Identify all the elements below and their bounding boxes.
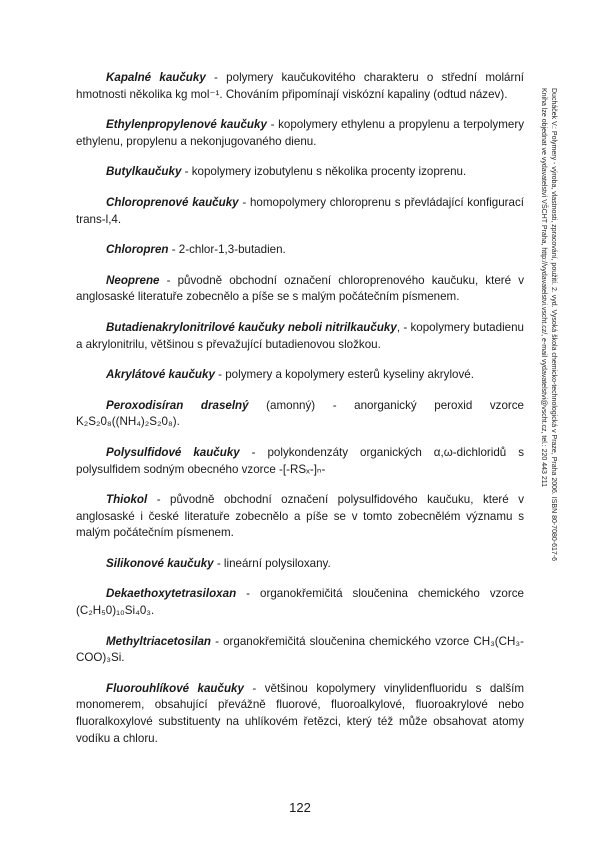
entry-text: - kopolymery ethylenu a propylenu a terpolymery ethylenu, propylenu a nekonjugovaného dienu. <box>76 118 524 148</box>
entry-polysulfidove-kaucuky <box>76 445 524 478</box>
entry-text: - organokřemičitá sloučenina chemického vzorce (C₂H₅0)₁₀Si₄0₃. <box>76 587 524 618</box>
entry-term: Ethylenpropylenové kaučuky <box>106 118 267 132</box>
entry-text: - homopolymery chloroprenu s převládající konfigurací trans-l,4. <box>76 195 525 226</box>
entry-text: - původně obchodní označení chloroprenového kaučuku, které v anglosaské literatuře zobecnělo a píše se s malým počátečním písmenem. <box>76 273 524 304</box>
entry-chloroprenove-kaucuky <box>76 195 524 228</box>
entry-term: Silikonové kaučuky <box>106 556 214 570</box>
entry-text: - původně obchodní označení polysulfidového kaučuku, které v anglosaské i české literatuře zobecnělo a píše se v tomto zobecnělém významu s malým počátečním písmenem. <box>76 493 524 540</box>
page-number: 122 <box>289 800 311 815</box>
entry-neoprene <box>76 273 524 306</box>
entry-akrylatove-kaucuky <box>76 367 524 384</box>
entry-text: , - kopolymery butadienu a akrylonitrilu, většinou s převažující butadienovou složkou. <box>76 320 524 351</box>
entry-text: - 2-chlor-1,3-butadien. <box>168 243 286 257</box>
entry-term: Methyltriacetosilan <box>106 634 212 648</box>
entry-text: - organokřemičitá sloučenina chemického vzorce CH₃(CH₃-COO)₃Si. <box>76 634 524 665</box>
entry-term: Dekaethoxytetrasiloxan <box>106 587 237 601</box>
entry-peroxodisiran-draselny <box>76 398 524 431</box>
entry-term: Butylkaučuky <box>106 165 182 179</box>
entry-term: Chloropren <box>106 243 169 257</box>
entry-term: Polysulfidové kaučuky <box>106 445 240 459</box>
entry-text: - kopolymery izobutylenu s několika procenty izoprenu. <box>181 165 467 179</box>
entry-term: Akrylátové kaučuky <box>106 368 215 382</box>
entry-methyltriacetosilan <box>76 634 524 667</box>
side-citation-note <box>539 88 558 588</box>
entry-text: - většinou kopolymery vinylidenfluoridu s dalším monomerem, obsahující převážně fluorové, fluoroalkylové, fluoroakrylové nebo fluoralkoxylové substituenty na uhlíkovém řetězci, který též může obsahovat atomy vodíku a chloru. <box>76 681 525 745</box>
citation-line: Ducháček V.: Polymery - výroba, vlastnosti, zpracování, použití. 2. vyd. Vysoká škola chemicko-technologická v Praze, Praha 2006. ISBN 80-7080-617-6 <box>550 88 557 561</box>
entry-dekaethoxytetrasiloxan <box>76 586 524 619</box>
entry-fluorouhlikove-kaucuky <box>76 681 524 747</box>
entry-kapalne-kaucuky <box>76 70 524 103</box>
entry-term: Butadienakrylonitrilové kaučuky neboli nitrilkaučuky <box>106 320 397 334</box>
entry-nitrilkaucuky <box>76 320 524 353</box>
entry-term: Kapalné kaučuky <box>106 71 206 84</box>
entry-text: - polymery a kopolymery esterů kyseliny akrylové. <box>214 368 474 382</box>
entry-text: - polymery kaučukovitého charakteru o střední molární hmotnosti několika kg mol⁻¹. Chováním připomínají viskózní kapaliny (odtud název). <box>76 71 524 101</box>
entry-term: Neoprene <box>106 273 160 287</box>
entry-chloropren <box>76 242 524 259</box>
entry-ethylenpropylenove-kaucuky <box>76 117 524 150</box>
entry-text: - polykondenzáty organických α,ω-dichloridů s polysulfidem sodným obecného vzorce -[-RSₓ-]ₙ- <box>76 445 524 476</box>
ordering-info-line: Kniha lze objednat ve vydavatelství VŠCHT Praha, http://vydavatelstvi.vscht.cz/, e-mail vydavatelstvi@vscht.cz, tel.: 220 443 211 <box>540 88 548 488</box>
entry-silikonove-kaucuky <box>76 556 524 573</box>
entry-thiokol <box>76 492 524 542</box>
page-body <box>76 70 524 761</box>
entry-term: Chloroprenové kaučuky <box>106 195 239 209</box>
entry-text: (amonný) - anorganický peroxid vzorce K₂S₂0₈((NH₄)₂S₂0₈). <box>76 398 524 429</box>
entry-term: Thiokol <box>106 493 148 507</box>
entry-term: Peroxodisíran draselný <box>106 398 249 412</box>
entry-text: - lineární polysiloxany. <box>213 556 331 570</box>
entry-term: Fluorouhlíkové kaučuky <box>106 681 244 695</box>
entry-butylkaucuky <box>76 164 524 181</box>
